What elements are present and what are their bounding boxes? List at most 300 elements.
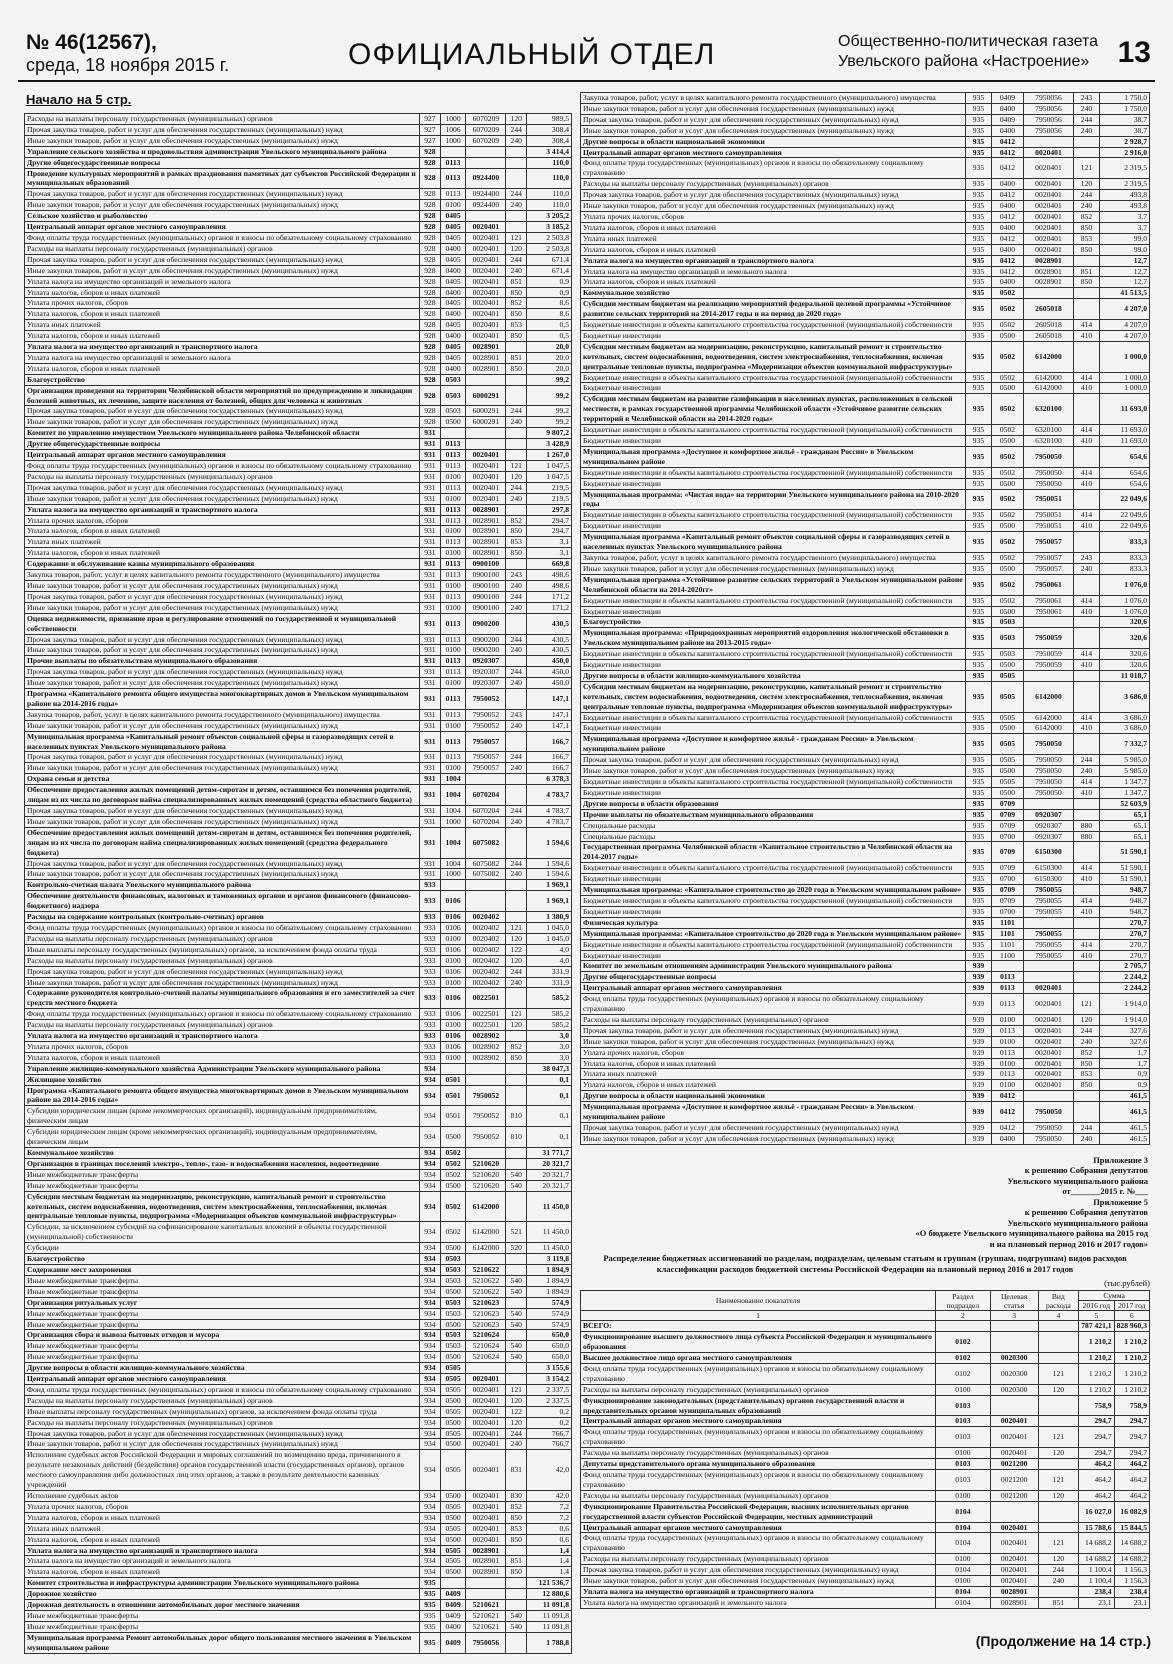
cell-name: Бюджетные инвестиции: [581, 660, 966, 671]
cell-target: 0020401: [466, 471, 506, 482]
cell-amount: 2 503,8: [527, 232, 572, 243]
cell-amount: 42,0: [527, 1450, 572, 1491]
cell-department: 935: [420, 1610, 441, 1621]
cell-target: 0020401: [990, 1554, 1038, 1565]
table-row: [581, 552, 1150, 563]
cell-name: Функционирование Правительства Российской Федерации, высших исполнительных органов государственной власти субъектов Российской Федерации, местных администраций: [581, 1501, 936, 1522]
cell-kind: 880: [1073, 831, 1099, 842]
cell-name: Уплата налога на имущество организаций и транспортного налога: [25, 1545, 420, 1556]
cell-sum-2017: 1 210,2: [1114, 1332, 1149, 1353]
cell-kind: [506, 1545, 527, 1556]
cell-section: 0405: [440, 342, 466, 353]
cell-department: 935: [966, 874, 992, 885]
cell-name: Уплата прочих налогов, сборов: [25, 1041, 420, 1052]
table-row: [25, 1052, 572, 1063]
cell-name: Центральный аппарат органов местного самоуправления: [581, 983, 966, 994]
cell-target: 0920307: [1023, 809, 1073, 820]
cell-target: 0924400: [466, 189, 506, 200]
cell-section: 0505: [440, 1384, 466, 1395]
cell-department: 935: [966, 266, 992, 277]
cell-section: 0113: [440, 189, 466, 200]
cell-kind: 414: [1073, 425, 1099, 436]
cell-kind: 120: [506, 1020, 527, 1031]
cell-kind: 240: [1073, 1133, 1099, 1144]
cell-target: 7950052: [466, 1106, 506, 1127]
cell-department: 934: [420, 1352, 441, 1363]
cell-target: 0028901: [466, 342, 506, 353]
cell-target: 7950052: [466, 689, 506, 710]
cell-target: 7950057: [466, 752, 506, 763]
cell-target: 7950051: [1023, 489, 1073, 510]
cell-target: 6142000: [1023, 383, 1073, 394]
cell-department: 935: [966, 563, 992, 574]
cell-name: Благоустройство: [581, 617, 966, 628]
cell-amount: 3 428,9: [527, 439, 572, 450]
header-section: Раздел подраздел: [936, 1291, 991, 1311]
cell-target: 6000291: [466, 406, 506, 417]
cell-name: Субсидии местным бюджетам на модернизацию, реконструкцию, капитальный ремонт и строительство котельных, систем водоснабжения, водоотведения, систем электроснабжения, теплоснабжения, включая центральные тепловые пункты, подпрограмма «Модернизация объектов коммунальной инфраструктуры»: [25, 1191, 420, 1222]
cell-department: 931: [420, 613, 441, 634]
cell-target: 6075082: [466, 827, 506, 858]
cell-department: 934: [420, 1254, 441, 1265]
cell-kind: 240: [506, 869, 527, 880]
cell-amount: 2 319,5: [1099, 158, 1149, 179]
cell-name: Бюджетные инвестиции: [581, 874, 966, 885]
cell-department: 934: [420, 1534, 441, 1545]
cell-target: 0020401: [466, 276, 506, 287]
cell-name: Прочая закупка товаров, работ и услуг для обеспечения государственных (муниципальных) нужд: [25, 752, 420, 763]
cell-name: Уплата налога на имущество организаций и транспортного налога: [25, 342, 420, 353]
cell-section: 0100: [991, 1036, 1023, 1047]
cell-kind: 414: [1073, 595, 1099, 606]
cell-section: 0412: [991, 1091, 1023, 1102]
cell-kind: 120: [1038, 1448, 1079, 1459]
cell-target: 6150300: [1023, 863, 1073, 874]
cell-amount: 650,0: [527, 1341, 572, 1352]
cell-section: 0505: [440, 1556, 466, 1567]
cell-target: 0028901: [466, 1545, 506, 1556]
issue-info: [26, 32, 229, 76]
cell-section: 0502: [440, 1191, 466, 1222]
cell-section: 0502: [440, 1169, 466, 1180]
cell-amount: 99,2: [527, 417, 572, 428]
cell-section: 0505: [440, 1428, 466, 1439]
cell-target: [1023, 670, 1073, 681]
cell-name: Содержание мест захоронения: [25, 1264, 420, 1275]
cell-section: 0100: [440, 548, 466, 559]
cell-target: 0020401: [990, 1576, 1038, 1587]
col-number: 5: [1079, 1311, 1114, 1321]
cell-department: 933: [420, 988, 441, 1009]
cell-name: Расходы на выплаты персоналу государственных (муниципальных) органов: [25, 955, 420, 966]
cell-kind: 240: [506, 200, 527, 211]
cell-kind: 410: [1073, 436, 1099, 447]
cell-kind: 240: [506, 135, 527, 146]
cell-department: 935: [966, 489, 992, 510]
cell-name: Центральный аппарат органов местного самоуправления: [581, 1416, 936, 1427]
cell-kind: [506, 385, 527, 406]
cell-department: 933: [420, 1052, 441, 1063]
cell-department: 934: [420, 1264, 441, 1275]
cell-name: Уплата налогов, сборов и иных платежей: [25, 1567, 420, 1578]
table-row: [581, 489, 1150, 510]
cell-section: 1000: [440, 114, 466, 125]
cell-name: Уплата налогов, сборов и иных платежей: [581, 222, 966, 233]
table-row: [581, 330, 1150, 341]
cell-department: 935: [966, 712, 992, 723]
cell-target: 0020401: [466, 1512, 506, 1523]
cell-name: Уплата иных платежей: [25, 1523, 420, 1534]
cell-amount: 1 894,9: [527, 1286, 572, 1297]
cell-target: 7950055: [1023, 895, 1073, 906]
cell-amount: 574,9: [527, 1308, 572, 1319]
table-row: [25, 774, 572, 785]
cell-amount: 171,2: [527, 591, 572, 602]
cell-name: Организация сбора и вывоза бытовых отходов и мусора: [25, 1330, 420, 1341]
cell-department: 934: [420, 1512, 441, 1523]
cell-target: 0020401: [466, 1406, 506, 1417]
cell-kind: 240: [506, 678, 527, 689]
cell-amount: 3,0: [527, 1052, 572, 1063]
table-row: [581, 1047, 1150, 1058]
cell-department: 935: [966, 777, 992, 788]
table-row: [581, 723, 1150, 734]
cell-name: Иные межбюджетные трансферты: [25, 1610, 420, 1621]
cell-section: 0503: [440, 1308, 466, 1319]
cell-name: Муниципальная программа «Доступное и комфортное жильё - гражданам России» в Увельском муниципальном районе: [581, 446, 966, 467]
cell-name: Иные закупки товаров, работ и услуг для обеспечения государственных (муниципальных) нужд: [581, 766, 966, 777]
cell-department: 935: [966, 114, 992, 125]
cell-name: Фонд оплаты труда государственных (муниципальных) органов и взносы по обязательному социальному страхованию: [581, 1427, 936, 1448]
cell-target: 0900200: [466, 613, 506, 634]
cell-kind: 244: [506, 1428, 527, 1439]
cell-amount: 294,7: [527, 526, 572, 537]
cell-target: 5210623: [466, 1308, 506, 1319]
cell-section: 0405: [440, 211, 466, 222]
table-row: [25, 1127, 572, 1148]
table-row: [581, 1123, 1150, 1134]
cell-amount: 1 076,0: [1099, 595, 1149, 606]
table-row: [25, 752, 572, 763]
cell-target: [466, 146, 506, 157]
cell-kind: 540: [506, 1610, 527, 1621]
cell-name: Иные межбюджетные трансферты: [25, 1341, 420, 1352]
cell-section: 0113: [440, 168, 466, 189]
cell-section: 0405: [440, 254, 466, 265]
cell-target: 5210624: [466, 1341, 506, 1352]
table-row: [25, 189, 572, 200]
cell-target: 6075082: [466, 869, 506, 880]
cell-section: 0412: [991, 255, 1023, 266]
cell-section: 0104: [936, 1565, 991, 1576]
cell-department: 931: [420, 602, 441, 613]
cell-department: 934: [420, 1063, 441, 1074]
table-row: [25, 331, 572, 342]
table-row: [25, 720, 572, 731]
cell-section: 0500: [440, 1180, 466, 1191]
cell-target: 0020401: [466, 222, 506, 233]
appendix-line: «О бюджете Увельского муниципального района на 2015 год: [915, 1228, 1148, 1239]
cell-amount: 147,1: [527, 709, 572, 720]
table-row: [25, 816, 572, 827]
cell-kind: [506, 1254, 527, 1265]
cell-section: 0500: [440, 1491, 466, 1502]
cell-amount: 0,9: [1099, 1080, 1149, 1091]
table-row: [25, 559, 572, 570]
cell-kind: 414: [1073, 510, 1099, 521]
cell-department: 931: [420, 504, 441, 515]
cell-department: 935: [966, 244, 992, 255]
cell-target: 0028901: [466, 548, 506, 559]
cell-amount: 11 091,8: [527, 1600, 572, 1611]
table-row: [25, 363, 572, 374]
cell-amount: 110,0: [527, 168, 572, 189]
cell-target: 0022501: [466, 988, 506, 1009]
cell-name: Уплата налога на имущество организаций и транспортного налога: [581, 255, 966, 266]
cell-section: 0113: [440, 591, 466, 602]
cell-target: 0020402: [466, 912, 506, 923]
cell-amount: 327,6: [1099, 1036, 1149, 1047]
cell-target: 5210624: [466, 1352, 506, 1363]
cell-amount: 8,6: [527, 298, 572, 309]
cell-name: Бюджетные инвестиции в объекты капитального строительства государственной (муниципальной) собственности: [581, 510, 966, 521]
cell-kind: 240: [506, 493, 527, 504]
table-row: [581, 1133, 1150, 1144]
table-row: [581, 222, 1150, 233]
cell-name: Бюджетные инвестиции: [581, 383, 966, 394]
cell-section: 0106: [440, 1031, 466, 1042]
cell-kind: 852: [506, 298, 527, 309]
cell-kind: [1073, 972, 1099, 983]
cell-section: 0502: [991, 467, 1023, 478]
cell-department: 935: [966, 885, 992, 896]
cell-name: Прочие выплаты по обязательствам муниципального образования: [581, 809, 966, 820]
table-row: [25, 1632, 572, 1653]
cell-amount: 3,0: [527, 1031, 572, 1042]
cell-name: Расходы на выплаты персоналу государственных (муниципальных) органов: [581, 179, 966, 190]
cell-amount: 0,5: [527, 320, 572, 331]
table-row: [581, 233, 1150, 244]
cell-kind: 850: [1073, 222, 1099, 233]
cell-kind: [506, 1589, 527, 1600]
cell-amount: 461,5: [1099, 1102, 1149, 1123]
cell-department: 931: [420, 450, 441, 461]
cell-section: 0503: [440, 1297, 466, 1308]
cell-section: 0113: [991, 983, 1023, 994]
cell-kind: [1073, 136, 1099, 147]
table-row: [25, 1180, 572, 1191]
cell-section: 0405: [440, 298, 466, 309]
cell-target: 7950050: [1023, 1133, 1073, 1144]
cell-kind: 121: [1073, 994, 1099, 1015]
cell-amount: 654,6: [1099, 478, 1149, 489]
cell-department: 928: [420, 222, 441, 233]
cell-kind: [506, 1191, 527, 1222]
cell-target: 5210620: [466, 1158, 506, 1169]
table-row: [581, 885, 1150, 896]
col-number: 3: [990, 1311, 1038, 1321]
cell-amount: 99,2: [527, 385, 572, 406]
table-row: [581, 787, 1150, 798]
cell-name: Муниципальная программа: «Капитальное строительство до 2020 года в Увельском муниципальном районе»: [581, 928, 966, 939]
cell-amount: 31 771,7: [527, 1148, 572, 1159]
cell-kind: 240: [506, 977, 527, 988]
table-row: [25, 471, 572, 482]
table-row: [581, 147, 1150, 158]
cell-amount: 1,4: [527, 1545, 572, 1556]
cell-target: 7950050: [1023, 787, 1073, 798]
table-row: [581, 467, 1150, 478]
table-row: [25, 450, 572, 461]
cell-section: 0113: [991, 1069, 1023, 1080]
cell-kind: 851: [506, 276, 527, 287]
cell-target: 7950050: [1023, 1123, 1073, 1134]
cell-target: 0920307: [466, 678, 506, 689]
table-row: [25, 645, 572, 656]
cell-amount: 2 244,2: [1099, 972, 1149, 983]
cell-name: Уплата налога на имущество организаций и земельного налога: [581, 266, 966, 277]
cell-section: 1101: [991, 939, 1023, 950]
cell-section: 0500: [440, 1567, 466, 1578]
table-row: [25, 656, 572, 667]
cell-target: 0020401: [466, 1523, 506, 1534]
cell-section: 0500: [440, 1243, 466, 1254]
cell-kind: [506, 1063, 527, 1074]
cell-amount: 147,1: [527, 689, 572, 710]
cell-name: Сельское хозяйство и рыболовство: [25, 211, 420, 222]
cell-sum-2017: 294,7: [1114, 1448, 1149, 1459]
cell-department: 933: [420, 912, 441, 923]
cell-section: 0503: [440, 1264, 466, 1275]
cell-department: 928: [420, 168, 441, 189]
cell-section: 0106: [440, 1041, 466, 1052]
cell-department: 935: [966, 628, 992, 649]
cell-amount: 2 916,0: [1099, 147, 1149, 158]
cell-department: 934: [420, 1286, 441, 1297]
cell-target: 7950055: [1023, 928, 1073, 939]
cell-department: 934: [420, 1297, 441, 1308]
cell-department: 935: [966, 211, 992, 222]
cell-kind: 410: [1073, 660, 1099, 671]
table-row: [25, 731, 572, 752]
cell-amount: 1,7: [1099, 1058, 1149, 1069]
cell-section: 0100: [991, 1014, 1023, 1025]
cell-amount: 3 686,0: [1099, 681, 1149, 712]
cell-name: Субсидии юридическим лицам (кроме некоммерческих организаций), индивидуальным предпринимателям, физическим лицам: [25, 1106, 420, 1127]
cell-name: Иные закупки товаров, работ и услуг для обеспечения государственных (муниципальных) нужд: [581, 563, 966, 574]
cell-kind: 243: [1073, 93, 1099, 104]
cell-section: 0100: [440, 471, 466, 482]
cell-name: Иные закупки товаров, работ и услуг для обеспечения государственных (муниципальных) нужд: [581, 103, 966, 114]
cell-kind: 244: [506, 406, 527, 417]
cell-name: Уплата налогов, сборов и иных платежей: [25, 1534, 420, 1545]
cell-name: Бюджетные инвестиции: [581, 950, 966, 961]
cell-amount: 1 750,0: [1099, 103, 1149, 114]
cell-kind: [506, 222, 527, 233]
cell-amount: 12,7: [1099, 266, 1149, 277]
cell-department: 933: [420, 944, 441, 955]
cell-kind: [1073, 255, 1099, 266]
table-row: [581, 983, 1150, 994]
cell-name: Бюджетные инвестиции в объекты капитального строительства государственной (муниципальной) собственности: [581, 939, 966, 950]
table-row: [581, 114, 1150, 125]
cell-department: 935: [966, 649, 992, 660]
cell-target: [990, 1321, 1038, 1332]
cell-target: 6070204: [466, 806, 506, 817]
cell-target: 7950057: [466, 731, 506, 752]
cell-name: Расходы на выплаты персоналу государственных (муниципальных) органов: [581, 1448, 936, 1459]
cell-amount: 11 091,8: [527, 1610, 572, 1621]
table-row: [25, 1417, 572, 1428]
cell-department: 939: [966, 1102, 992, 1123]
cell-amount: 3 205,2: [527, 211, 572, 222]
cell-target: 0900100: [466, 580, 506, 591]
table-row: [25, 1406, 572, 1417]
cell-department: 934: [420, 1545, 441, 1556]
cell-name: Расходы на выплаты персоналу государственных (муниципальных) органов: [581, 1554, 936, 1565]
cell-department: 935: [966, 341, 992, 372]
cell-target: 7950059: [1023, 628, 1073, 649]
appendix-line: Приложение 5: [1093, 1196, 1148, 1207]
cell-amount: 671,4: [527, 265, 572, 276]
cell-section: 0100: [936, 1576, 991, 1587]
cell-section: 0113: [440, 504, 466, 515]
cell-name: Прочая закупка товаров, работ и услуг для обеспечения государственных (муниципальных) нужд: [25, 806, 420, 817]
cell-section: 0709: [991, 885, 1023, 896]
cell-kind: 244: [506, 189, 527, 200]
cell-department: 931: [420, 752, 441, 763]
cell-name: Функционирование высшего должностного лица субъекта Российской Федерации и муниципального образования: [581, 1332, 936, 1353]
cell-name: Прочая закупка товаров, работ и услуг для обеспечения государственных (муниципальных) нужд: [25, 858, 420, 869]
cell-kind: 240: [506, 645, 527, 656]
cell-kind: 851: [1073, 266, 1099, 277]
table-row: [25, 955, 572, 966]
cell-target: 0020401: [466, 493, 506, 504]
cell-target: 0020401: [466, 1501, 506, 1512]
cell-section: 0100: [991, 1058, 1023, 1069]
cell-kind: 240: [1073, 1036, 1099, 1047]
cell-amount: 2 319,5: [1099, 179, 1149, 190]
cell-target: 0022501: [466, 1020, 506, 1031]
cell-name: Бюджетные инвестиции в объекты капитального строительства государственной (муниципальной) собственности: [581, 649, 966, 660]
cell-section: 0505: [991, 755, 1023, 766]
table-row: [25, 439, 572, 450]
cell-section: 0100: [440, 526, 466, 537]
cell-amount: 3 185,2: [527, 222, 572, 233]
cell-target: 0020401: [1023, 1047, 1073, 1058]
cell-department: 935: [966, 766, 992, 777]
cell-sum-2016: 758,9: [1079, 1395, 1114, 1416]
cell-department: 931: [420, 806, 441, 817]
cell-amount: 7 332,7: [1099, 734, 1149, 755]
cell-kind: 853: [1073, 233, 1099, 244]
cell-target: 0020401: [1023, 233, 1073, 244]
cell-kind: 521: [506, 1222, 527, 1243]
cell-target: 6075082: [466, 858, 506, 869]
table-row: [581, 939, 1150, 950]
cell-target: 7950050: [1023, 467, 1073, 478]
cell-kind: 120: [506, 243, 527, 254]
cell-amount: 1 047,5: [527, 461, 572, 472]
cell-target: 0020401: [1023, 1080, 1073, 1091]
cell-department: 927: [420, 135, 441, 146]
cell-kind: 120: [1073, 179, 1099, 190]
table-row: [581, 244, 1150, 255]
cell-amount: 121 536,7: [527, 1578, 572, 1589]
cell-amount: 99,0: [1099, 244, 1149, 255]
cell-department: 935: [966, 394, 992, 425]
cell-name: Другие вопросы в области образования: [581, 798, 966, 809]
